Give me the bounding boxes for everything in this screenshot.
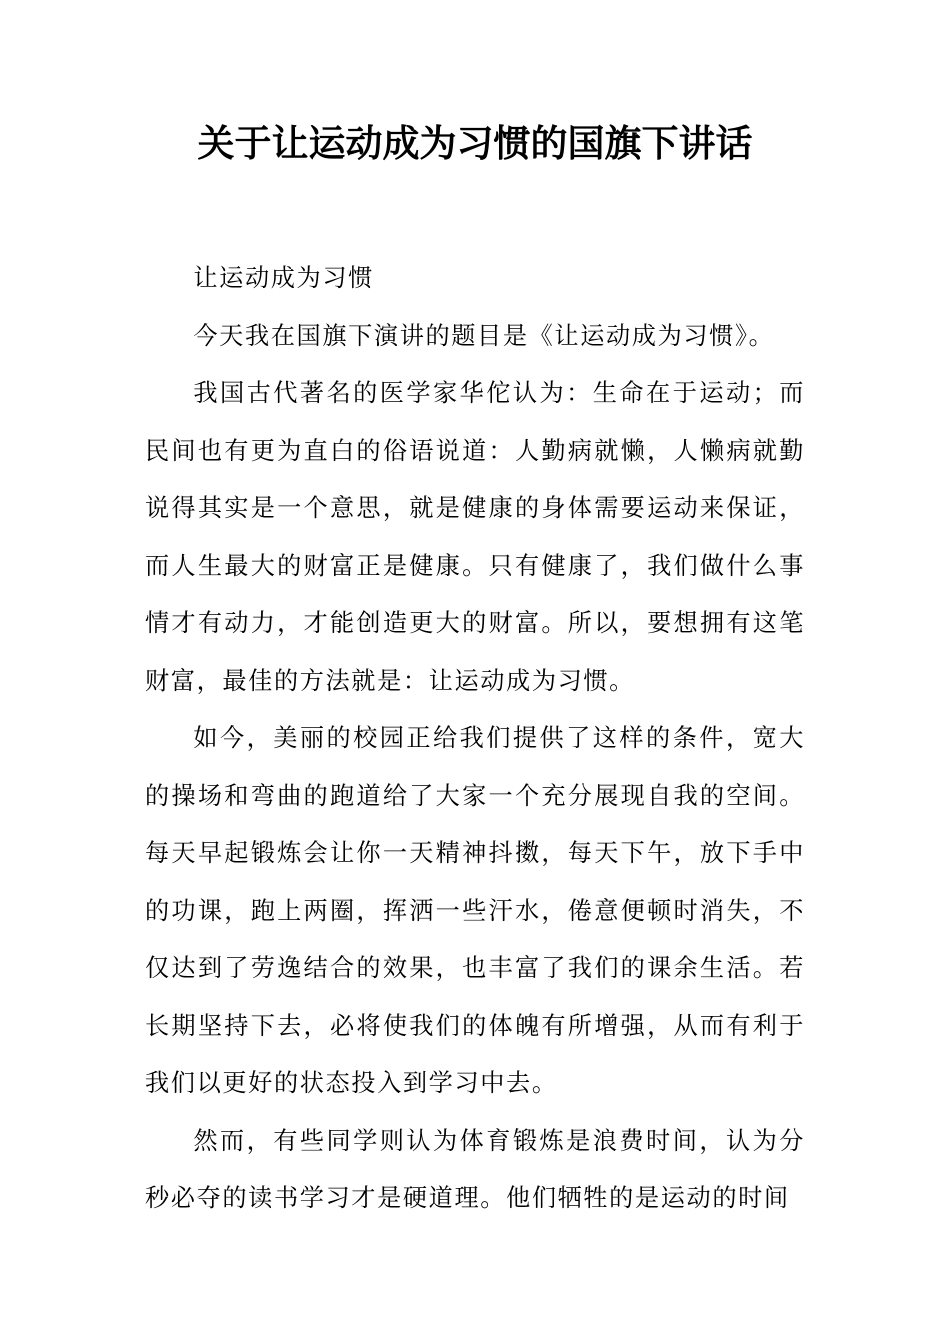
paragraph: 我国古代著名的医学家华佗认为：生命在于运动；而民间也有更为直白的俗语说道：人勤病就懒，人懒病就勤说得其实是一个意思，就是健康的身体需要运动来保证，而人生最大的财富正是健康。只有健康了，我们做什么事情才有动力，才能创造更大的财富。所以，要想拥有这笔财富，最佳的方法就是：让运动成为习惯。 [145,379,805,695]
paragraph: 然而，有些同学则认为体育锻炼是浪费时间，认为分秒必夺的读书学习才是硬道理。他们牺牲的是运动的时间 [145,1126,805,1212]
paragraph-subtitle: 让运动成为习惯 [193,264,374,292]
paragraph: 今天我在国旗下演讲的题目是《让运动成为习惯》。 [193,321,775,350]
paragraph: 如今，美丽的校园正给我们提供了这样的条件，宽大的操场和弯曲的跑道给了大家一个充分展现自我的空间。每天早起锻炼会让你一天精神抖擞，每天下午，放下手中的功课，跑上两圈，挥洒一些汗水，倦意便顿时消失，不仅达到了劳逸结合的效果，也丰富了我们的课余生活。若长期坚持下去，必将使我们的体魄有所增强，从而有利于我们以更好的状态投入到学习中去。 [145,724,805,1097]
document-title: 关于让运动成为习惯的国旗下讲话 [197,121,753,165]
document-body [145,250,805,1228]
